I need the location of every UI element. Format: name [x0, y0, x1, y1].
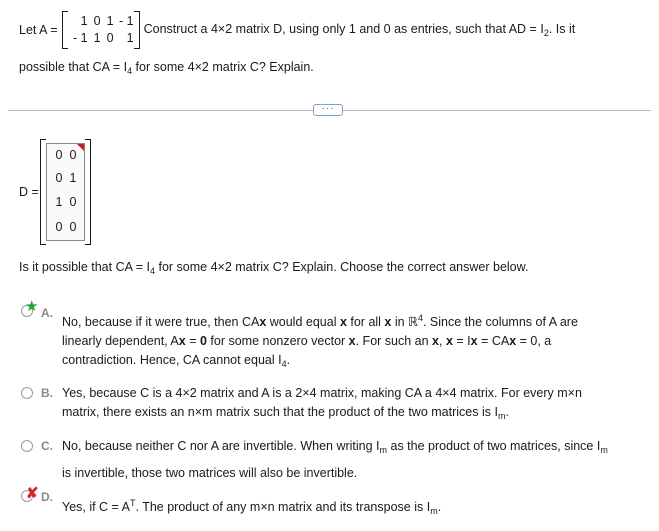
option-d-letter: D.: [41, 490, 53, 504]
option-c-text[interactable]: [62, 437, 608, 483]
matrix-a-row-1: [68, 13, 134, 30]
question-prompt: Construct a 4×2 matrix D, using only 1 and 0 as entries, such that AD = $I_2$. Is it: [143, 22, 576, 38]
matrix-d-cell: 1: [55, 195, 63, 209]
correct-star-icon: ★: [25, 298, 39, 315]
option-c-line-2: is invertible, those two matrices will also be invertible.: [62, 466, 358, 480]
matrix-d-cell: 0: [69, 148, 77, 162]
matrix-d-cell: 0: [69, 220, 77, 234]
matrix-d: [40, 139, 91, 245]
matrix-a-cell: 0: [106, 31, 114, 45]
option-a-line-2: linearly dependent, Ax = 0 for some nonzero vector x. For such an x, x = Ix = CAx = 0, a: [62, 334, 552, 348]
option-c-radio[interactable]: [21, 440, 33, 452]
matrix-d-cell: 0: [69, 195, 77, 209]
question-line-2: possible that CA = $I_4$ for some 4×2 matrix C? Explain.: [19, 60, 314, 76]
option-a-line-3: contradiction. Hence, CA cannot equal $I_4$.: [62, 353, 291, 369]
matrix-a-cell: 1: [126, 31, 134, 45]
matrix-d-cell: 0: [55, 148, 63, 162]
matrix-d-cell: 0: [55, 171, 63, 185]
option-a-text[interactable]: [62, 309, 578, 374]
matrix-a-cell: 0: [93, 14, 101, 28]
matrix-a-cell: 1: [80, 14, 88, 28]
option-c-letter: C.: [41, 439, 53, 453]
let-a-label: Let A =: [19, 23, 58, 37]
d-label: D =: [19, 185, 39, 199]
matrix-d-cell: 1: [69, 171, 77, 185]
option-a-letter: A.: [41, 306, 53, 320]
question-line-1: [19, 11, 575, 49]
matrix-a: [62, 11, 140, 49]
expand-dots-button[interactable]: ···: [313, 104, 343, 116]
matrix-a-cell: - 1: [119, 14, 134, 28]
matrix-d-cell: 0: [55, 220, 63, 234]
option-c-line-1: No, because neither C nor A are invertible. When writing $I_m$ as the product of two matrices, since $I_m$: [62, 439, 608, 455]
option-a-line-1: No, because if it were true, then CAx would equal x for all x in ℝ$^4$. Since the columns of A are: [62, 313, 578, 329]
matrix-a-row-2: [68, 30, 134, 47]
matrix-a-cell: - 1: [73, 31, 88, 45]
option-b-line-1: Yes, because C is a 4×2 matrix and A is a 2×4 matrix, making CA a 4×4 matrix. For every m×n: [62, 386, 582, 400]
option-b-letter: B.: [41, 386, 53, 400]
matrix-a-cell: 1: [93, 31, 101, 45]
matrix-a-cell: 1: [106, 14, 114, 28]
incorrect-x-icon: ✘: [26, 485, 39, 502]
option-b-line-2: matrix, there exists an n×m matrix such that the product of the two matrices is $I_m$.: [62, 405, 509, 421]
option-b-radio[interactable]: [21, 387, 33, 399]
option-d-text[interactable]: Yes, if $C = A^T$. The product of any m×n matrix and its transpose is $I_m$.: [62, 498, 442, 516]
subquestion-text: Is it possible that CA = $I_4$ for some 4×2 matrix C? Explain. Choose the correct answer below.: [19, 260, 529, 276]
matrix-d-input-box[interactable]: [46, 143, 85, 241]
option-b-text[interactable]: [62, 384, 582, 426]
